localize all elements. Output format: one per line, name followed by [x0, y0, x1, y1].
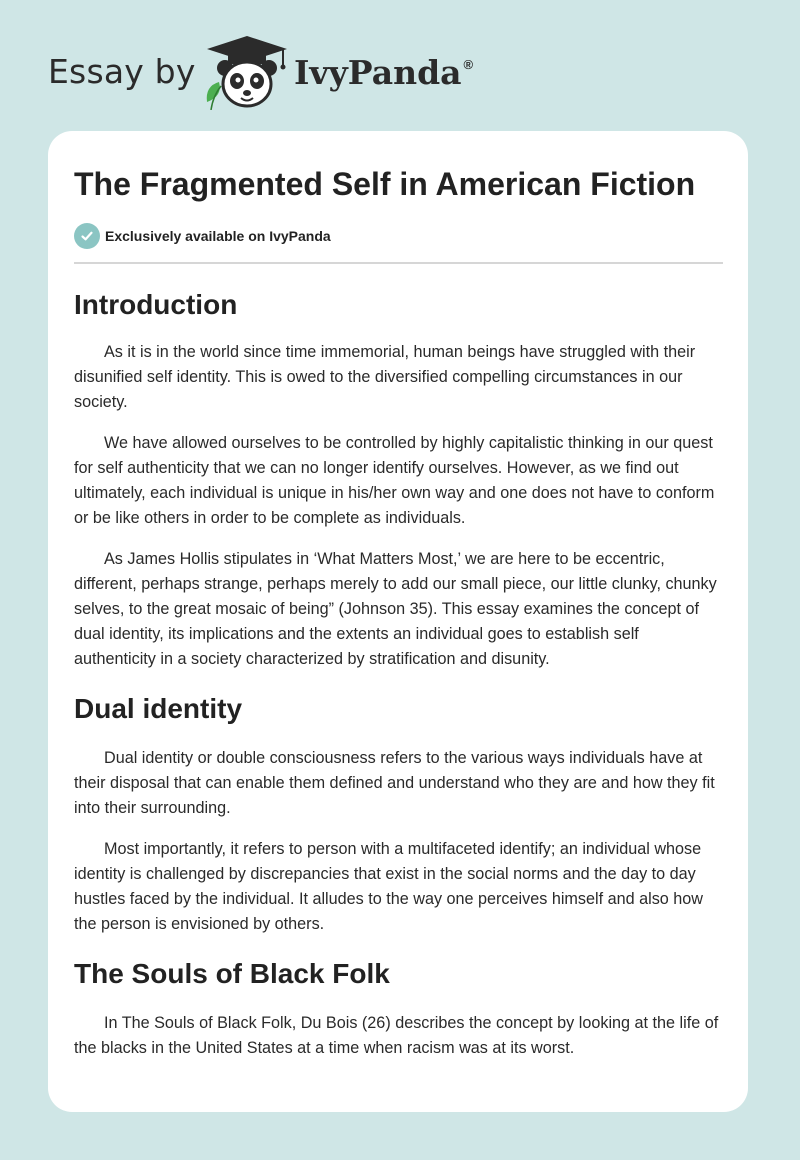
exclusive-badge: [74, 222, 723, 250]
graduate-panda-icon: [203, 34, 291, 110]
section-heading: Dual identity: [74, 693, 243, 724]
paragraph: Dual identity or double consciousness refers to the various ways individuals have at their disposal that can enable them defined and understand who they are and how they fit into their surrounding.: [74, 749, 715, 817]
section-heading: The Souls of Black Folk: [74, 958, 390, 989]
paragraph: As it is in the world since time immemorial, human beings have struggled with their disunified self identity. This is owed to the diversified compelling circumstances in our society.: [74, 343, 696, 411]
essay-content: [74, 131, 723, 1061]
check-circle-icon: [74, 223, 100, 249]
paragraph: We have allowed ourselves to be controlled by highly capitalistic thinking in our quest for self authenticity that we can no longer identify ourselves. However, as we find out ultimately, each individual is unique in his/her own way and one does not have to conform or be like others in order to be complete as individuals.: [74, 434, 715, 527]
essay-by-label: Essay by: [48, 52, 196, 91]
section-heading: Introduction: [74, 289, 238, 320]
paragraph: In The Souls of Black Folk, Du Bois (26) describes the concept by looking at the life of the blacks in the United States at a time when racism was at its worst.: [74, 1014, 719, 1057]
exclusive-badge-label: Exclusively available on IvyPanda: [105, 228, 331, 244]
essay-card: [48, 131, 748, 1112]
essay-title: The Fragmented Self in American Fiction: [74, 166, 696, 202]
paragraph: As James Hollis stipulates in ‘What Matters Most,’ we are here to be eccentric, different, perhaps strange, perhaps merely to add our small piece, our little clunky, chunky selves, to the great mosaic of being” (Johnson 35). This essay examines the concept of dual identity, its implications and the extents an individual goes to establish self authenticity in a society characterized by stratification and disunity.: [74, 550, 717, 668]
title-divider: [74, 262, 723, 264]
paragraph: Most importantly, it refers to person with a multifaceted identify; an individual whose identity is challenged by discrepancies that exist in the social norms and the day to day hustles faced by the individual. It alludes to the way one perceives himself and also how the person is envisioned by others.: [74, 840, 703, 933]
site-header: [48, 34, 548, 110]
brand-name: IvyPanda ®: [294, 53, 474, 92]
